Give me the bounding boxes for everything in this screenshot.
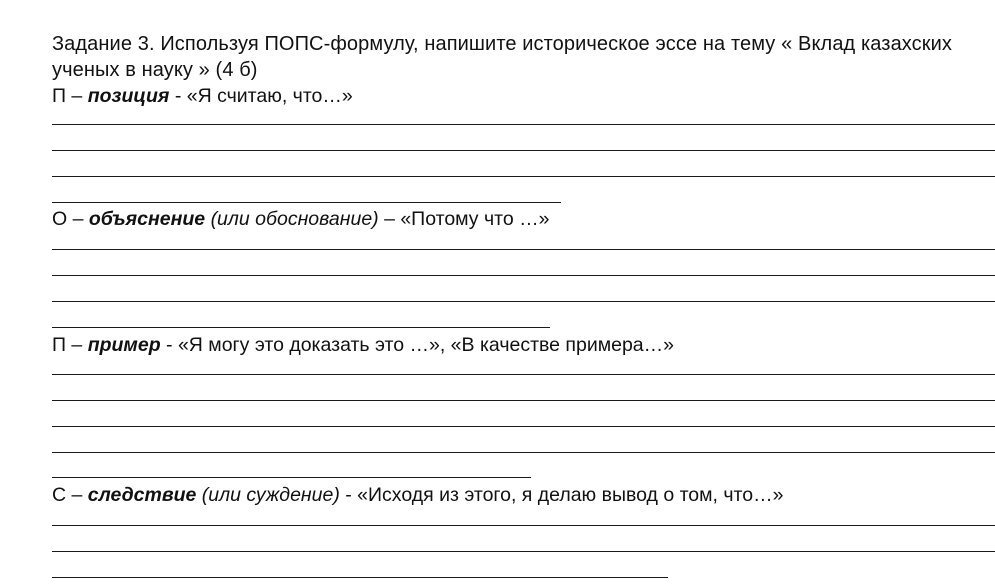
section-conclusion-heading [52,483,783,507]
answer-line[interactable] [52,176,995,177]
section-prompt: – «Потому что …» [384,208,550,230]
section-prompt: - «Я могу это доказать это …», «В качестве примера…» [166,334,674,356]
answer-line[interactable] [52,150,995,151]
answer-line[interactable] [52,577,668,578]
section-term: объяснение [88,208,206,230]
section-term: пример [87,334,161,356]
section-explanation-heading [52,207,549,231]
section-example-heading [52,333,674,357]
answer-line[interactable] [52,202,561,203]
section-term: следствие [87,484,197,506]
section-letter: С – [52,484,83,506]
section-prompt: - «Исходя из этого, я делаю вывод о том, что…» [345,484,784,506]
section-term: позиция [87,85,170,107]
answer-line[interactable] [52,301,995,302]
answer-line[interactable] [52,525,995,526]
section-letter: О – [52,208,84,230]
answer-line[interactable] [52,249,995,250]
section-position-heading [52,84,353,108]
answer-line[interactable] [52,426,995,427]
answer-line[interactable] [52,374,995,375]
section-note: (или обоснование) [210,208,379,230]
section-prompt: - «Я считаю, что…» [174,85,353,107]
answer-line[interactable] [52,452,995,453]
answer-line[interactable] [52,477,531,478]
answer-line[interactable] [52,551,995,552]
answer-line[interactable] [52,327,550,328]
section-note: (или суждение) [201,484,340,506]
answer-line[interactable] [52,400,995,401]
section-letter: П – [52,85,83,107]
section-letter: П – [52,334,83,356]
answer-line[interactable] [52,275,995,276]
task-title: Задание 3. Используя ПОПС-формулу, напишите историческое эссе на тему « Вклад казахских ученых в науку » (4 б) [52,33,952,81]
answer-line[interactable] [52,124,995,125]
